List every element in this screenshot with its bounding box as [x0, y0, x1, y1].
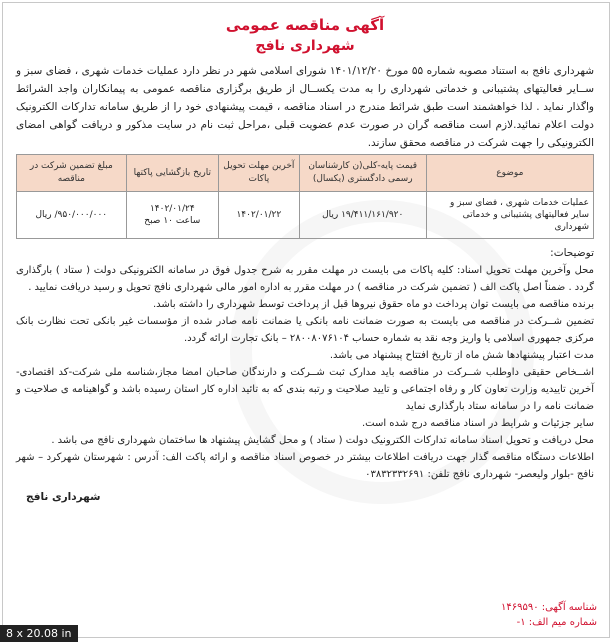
notice-title: آگهی مناقصه عمومی [225, 16, 385, 34]
header-subject: موضوع [426, 155, 593, 192]
notes-heading: توضیحات: [550, 247, 594, 259]
note-item: سایر جزئیات و شرایط در اسناد مناقصه درج شده است. [361, 418, 594, 429]
cell-opening-time: ساعت ۱۰ صبح [144, 216, 201, 226]
tender-notice [16, 14, 594, 505]
note-item: اطلاعات دستگاه مناقصه گذار جهت دریافت اطلاعات بیشتر در خصوص اسناد مناقصه و ارائه پاکت الف: آدرس : شهرستان شهرکرد – شهر نافج -بلوار ولیعصر- شهرداری نافج تلفن: ۰۳۸۳۲۳۳۲۶۹۱ [16, 452, 594, 480]
note-item: برنده مناقصه می بایست توان پرداخت دو ماه حقوق نیروها قبل از پرداخت توسط شهرداری را داشته باشد. [152, 299, 594, 310]
signature: شهرداری نافج [26, 491, 101, 503]
header-deadline: آخرین مهلت تحویل پاکات [218, 155, 299, 192]
cell-subject: عملیات خدمات شهری ، فضای سبز و سایر فعالیتهای پشتیبانی و خدماتی شهرداری [426, 192, 593, 239]
note-item: محل دریافت و تحویل اسناد سامانه تدارکات الکترونیک دولت ( ستاد ) و محل گشایش پیشنهاد ها ساختمان شهرداری نافج می باشد . [51, 435, 594, 446]
ad-id: شناسه آگهی: ۱۴۶۹۵۹۰ [500, 602, 597, 613]
ad-number: شماره میم الف: ۱- [516, 617, 597, 628]
tender-table [16, 154, 594, 239]
zoom-indicator[interactable]: 8 x 20.08 in [0, 625, 78, 642]
ad-meta [501, 600, 597, 630]
note-item: محل وآخرین مهلت تحویل اسناد: کلیه پاکات می بایست در مهلت مقرر به شرح جدول فوق در سامانه الکترونیکی دولت ( ستاد ) بارگذاری گردد . ضمناً اصل پاکت الف ( تضمین شرکت در مناقصه ) در مهلت مقرر به اداره امور مالی شهرداری نافج تحویل و رسید دریافت نمایید . [16, 265, 594, 293]
cell-opening-date: ۱۴۰۲/۰۱/۲۴ [149, 204, 195, 214]
header-opening: تاریخ بازگشایی پاکتها [126, 155, 218, 192]
note-item: تضمین شــرکت در مناقصه می بایست به صورت ضمانت نامه بانکی یا ضمانت نامه صادر شده از مؤسسات غیر بانکی تحت نظارت بانک مرکزی جمهوری اسلامی یا واریز وجه نقد به شماره حساب ۲۸۰۰۸۰۷۶۱۰۴ – بانک تجارت ارائه گردد. [16, 316, 594, 344]
cell-price: ۱۹/۴۱۱/۱۶۱/۹۲۰ ریال [299, 192, 426, 239]
header-price: قیمت پایه-کلی(ن کارشناسان رسمی دادگستری (یکسال) [299, 155, 426, 192]
cell-deadline: ۱۴۰۲/۰۱/۲۲ [218, 192, 299, 239]
header-guarantee: مبلغ تضمین شرکت در مناقصه [17, 155, 127, 192]
notice-subtitle: شهرداری نافج [255, 38, 355, 54]
note-item: اشــخاص حقیقی داوطلب شــرکت در مناقصه باید مدارک ثبت شــرکت و دارندگان صاحبان امضا مجاز،شناسه ملی شرکت-کد اقتصادی-آخرین تاییدیه وزارت تعاون کار و رفاه اجتماعی و تایید صلاحیت و رتبه بندی که به تائید اداره کار استان رسیده باشد و گواهینامه ی صلاحیت و ضمانت نامه را در سامانه ستاد بارگذاری نماید [16, 367, 594, 412]
cell-opening [126, 192, 218, 239]
table-header-row [17, 155, 594, 192]
table-row [17, 192, 594, 239]
note-item: مدت اعتبار پیشنهادها شش ماه از تاریخ افتتاح پیشنهاد می باشد. [329, 350, 594, 361]
cell-guarantee: ۹۵۰/۰۰۰/۰۰۰/ ریال [17, 192, 127, 239]
notice-intro: شهرداری نافج به استناد مصوبه شماره ۵۵ مورخ ۱۴۰۱/۱۲/۲۰ شورای اسلامی شهر در نظر دارد عملیات خدمات شهری ، فضای سبز و ســایر فعالیتهای پشتیبانی و خدماتی شهرداری را به مدت یکســال از طریق برگزاری مناقصه عمومی به پیمانکاران واجد الشرائط واگذار نماید . لذا خواهشمند است طبق شرائط مندرج در اسناد مناقصه ، قیمت پیشنهادی خود را از طریق سامانه تدارکات الکترونیک دولت اعلام نمائید.لازم است مناقصه گران در صورت عدم عضویت قبلی ،مراحل ثبت نام در سایت مذکور و دریافت گواهی امضای الکترونیکی را جهت شرکت در مناقصه محقق سازند. [16, 65, 594, 149]
